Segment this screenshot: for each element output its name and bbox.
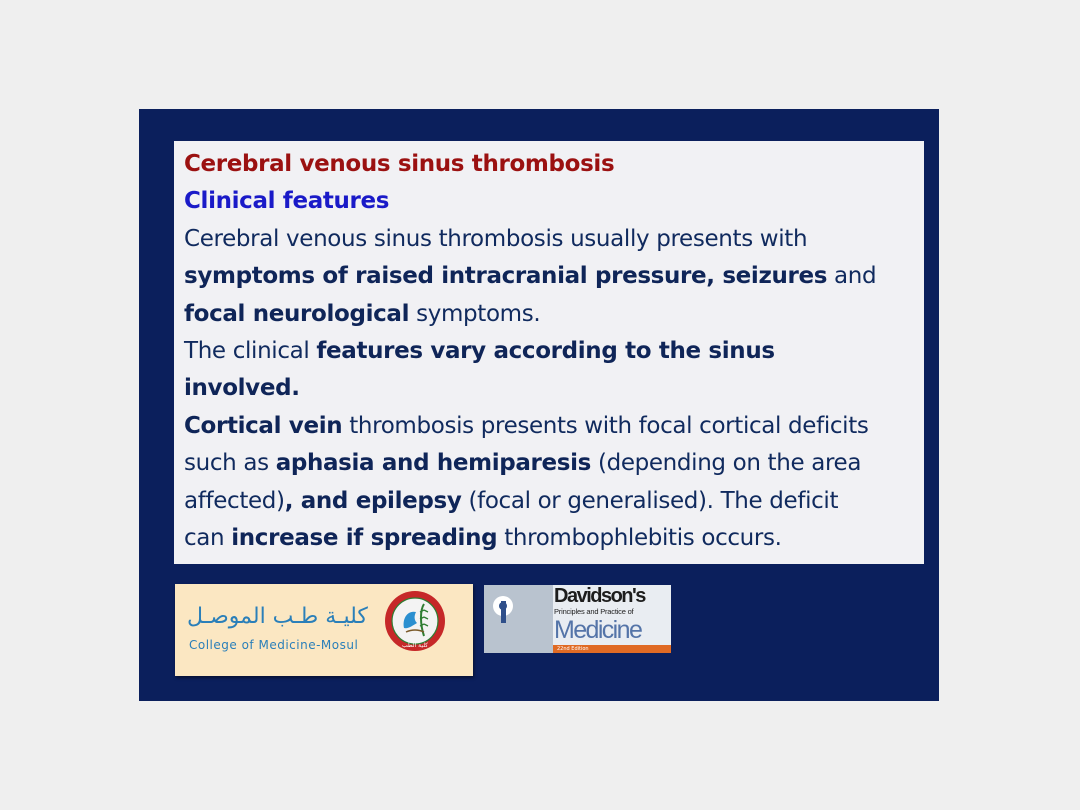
- slide-subtitle: Clinical features: [184, 188, 390, 215]
- slide-title: Cerebral venous sinus thrombosis: [184, 151, 615, 177]
- text-run: affected): [184, 487, 285, 514]
- text-run: such as: [184, 450, 276, 477]
- text-run: symptoms.: [409, 300, 541, 327]
- davidson-mark-icon: [490, 593, 516, 623]
- bold-run: , and epilepsy: [284, 487, 462, 514]
- paragraph-line: [184, 221, 924, 258]
- paragraph-line: [184, 296, 924, 333]
- paragraph-line: [184, 483, 924, 520]
- college-of-medicine-mosul-logo: [175, 584, 473, 676]
- davidson-title: Davidson's: [554, 585, 645, 607]
- bold-run: involved.: [184, 375, 300, 402]
- paragraph-line: [184, 333, 924, 370]
- text-run: Cerebral venous sinus thrombosis usually presents with: [184, 225, 808, 252]
- bold-run: increase if spreading: [231, 524, 498, 551]
- text-run: thrombosis presents with focal cortical deficits: [342, 412, 869, 439]
- paragraph-line: [184, 520, 924, 557]
- text-run: (focal or generalised). The deficit: [461, 487, 839, 514]
- davidsons-medicine-logo: [484, 585, 671, 653]
- paragraph-line: [184, 258, 924, 295]
- davidson-medicine: Medicine: [554, 616, 642, 644]
- bold-run: Cortical vein: [184, 412, 343, 439]
- text-run: and: [827, 263, 877, 290]
- mosul-arabic-name: كليـة طـب الموصـل: [187, 604, 368, 629]
- slide-frame: [139, 109, 939, 701]
- seal-caption: كلية الطب: [401, 642, 429, 649]
- text-run: thrombophlebitis occurs.: [497, 524, 782, 551]
- paragraph-line: [184, 408, 924, 445]
- bold-run: focal neurological: [184, 300, 410, 327]
- content-text-box: [174, 141, 924, 564]
- college-seal-icon: [384, 590, 446, 652]
- davidson-edition-bar: [553, 645, 671, 653]
- davidson-subtitle: Principles and Practice of: [554, 607, 634, 616]
- bold-run: symptoms of raised intracranial pressure, seizures: [184, 263, 828, 290]
- mosul-english-name: College of Medicine-Mosul: [189, 638, 359, 652]
- bold-run: aphasia and hemiparesis: [275, 450, 591, 477]
- paragraph-line: [184, 445, 924, 482]
- davidson-edition: 22nd Edition: [557, 646, 589, 652]
- text-run: The clinical: [184, 337, 317, 364]
- paragraph-line: [184, 370, 924, 407]
- bold-run: features vary according to the sinus: [316, 337, 775, 364]
- text-run: can: [184, 524, 232, 551]
- text-run: (depending on the area: [591, 450, 862, 477]
